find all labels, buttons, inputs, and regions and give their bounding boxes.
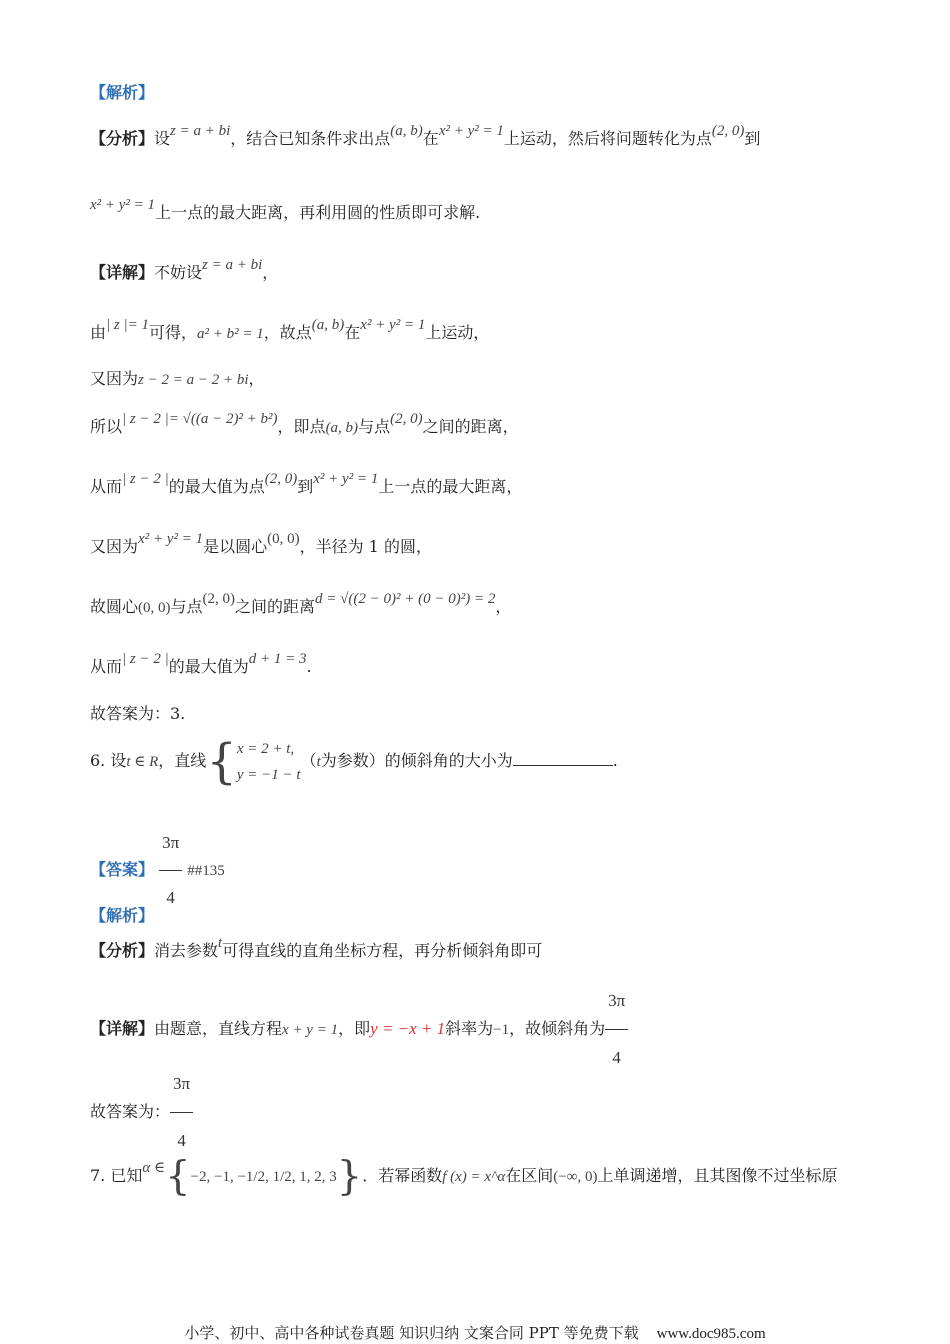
- math: z − 2 = a − 2 + bi: [138, 372, 249, 388]
- text: 从而: [90, 477, 123, 496]
- math: t: [218, 935, 223, 951]
- text: 的最大值为点: [168, 477, 265, 496]
- text: 在: [422, 129, 439, 148]
- text: ．若幂函数: [362, 1166, 443, 1185]
- detail-line-2: [90, 317, 910, 345]
- detail-line-4: [90, 411, 910, 439]
- text: 消去参数: [154, 941, 219, 960]
- question-number: 7. 已知: [90, 1166, 143, 1185]
- denominator: 4: [612, 1048, 621, 1067]
- text: 之间的距离，: [422, 417, 519, 436]
- text: 设: [154, 129, 171, 148]
- text: 与点: [358, 417, 391, 436]
- footer-text: 小学、初中、高中各种试卷真题 知识归纳 文案合同 PPT 等免费下载: [184, 1324, 639, 1342]
- detail-line-7: [90, 591, 910, 619]
- fenxi-tag-2: 【分析】: [90, 941, 155, 960]
- text: 可得，: [148, 323, 197, 342]
- text: 上一点的最大距离，: [378, 477, 523, 496]
- detail-line-3: [90, 368, 910, 391]
- equation-system: [237, 736, 301, 788]
- math: (2, 0): [390, 411, 423, 427]
- math: x² + y² = 1: [313, 471, 379, 487]
- text: .: [612, 751, 618, 770]
- question-7: [90, 1150, 910, 1203]
- math: t: [316, 754, 321, 770]
- text: 到: [297, 477, 314, 496]
- math: | z − 2 |= √((a − 2)² + b²): [122, 411, 278, 427]
- numerator: 3π: [605, 975, 628, 1030]
- text: 所以: [90, 417, 123, 436]
- detail-line-1: [90, 257, 910, 285]
- answer-blank: [513, 751, 613, 766]
- text: 是以圆心: [203, 537, 268, 556]
- analysis-line-2: [90, 197, 910, 225]
- math: x² + y² = 1: [438, 123, 504, 139]
- math: x + y = 1: [282, 1022, 339, 1038]
- text: 在区间: [505, 1166, 554, 1185]
- xiangjie-tag: 【详解】: [90, 263, 155, 282]
- math: x² + y² = 1: [360, 317, 426, 333]
- footer: [0, 1322, 950, 1343]
- text: 上运动，: [425, 323, 490, 342]
- final-answer-line: 故答案为：3.: [90, 704, 186, 723]
- right-brace: }: [336, 1153, 363, 1200]
- xiangjie-tag-2: 【详解】: [90, 1019, 155, 1038]
- math: −1: [493, 1022, 510, 1038]
- footer-link[interactable]: www.doc985.com: [656, 1326, 766, 1342]
- text: 从而: [90, 657, 123, 676]
- text: ，: [262, 263, 279, 282]
- math: α ∈: [142, 1160, 166, 1176]
- detail-line-8: [90, 651, 910, 679]
- text: 又因为: [90, 537, 139, 556]
- text: 故答案为：: [90, 1102, 171, 1121]
- analysis-tag-2: 【解析】: [90, 906, 155, 925]
- detail-line-5: [90, 471, 910, 499]
- math: x² + y² = 1: [90, 197, 156, 213]
- text: 由题意，直线方程: [154, 1019, 283, 1038]
- text: ，故倾斜角为: [509, 1019, 606, 1038]
- math: (0, 0): [267, 531, 300, 547]
- math: | z |= 1: [106, 317, 149, 333]
- question-6: [90, 735, 910, 788]
- analysis-heading: [90, 82, 910, 104]
- text: ，结合已知条件求出点: [230, 129, 391, 148]
- text: .: [306, 657, 312, 676]
- text: 又因为: [90, 369, 139, 388]
- math: t ∈ R: [126, 754, 159, 770]
- left-brace: {: [206, 733, 237, 790]
- math: (a, b): [311, 317, 345, 333]
- math: z = a + bi: [202, 257, 263, 273]
- text: ，故点: [263, 323, 312, 342]
- math: d = √((2 − 0)² + (0 − 0)²) = 2: [315, 591, 496, 607]
- text: 的最大值为: [168, 657, 249, 676]
- text: 在: [344, 323, 361, 342]
- math: | z − 2 |: [122, 471, 169, 487]
- text: 故圆心: [90, 597, 139, 616]
- text: 到: [744, 129, 761, 148]
- text: ，半径为 1 的圆，: [299, 537, 432, 556]
- text: ，即: [338, 1019, 371, 1038]
- text: 可得直线的直角坐标方程，再分析倾斜角即可: [222, 941, 543, 960]
- math: (0, 0): [138, 600, 171, 616]
- math: (2, 0): [711, 123, 745, 139]
- set-contents: −2, −1, −1/2, 1/2, 1, 2, 3: [190, 1169, 337, 1185]
- question-number: 6. 设: [90, 751, 127, 770]
- math: f (x) = x^α: [442, 1169, 506, 1185]
- equation-1: x = 2 + t,: [236, 740, 295, 757]
- math: (2, 0): [202, 591, 236, 607]
- analysis-heading-2: [90, 905, 910, 927]
- numerator: 3π: [170, 1058, 193, 1113]
- analysis-tag: 【解析】: [90, 83, 155, 102]
- text: 斜率为: [445, 1019, 494, 1038]
- fenxi-tag: 【分析】: [90, 129, 155, 148]
- text: 不妨设: [154, 263, 203, 282]
- text: （: [300, 751, 317, 770]
- text: 与点: [170, 597, 203, 616]
- numerator: 3π: [159, 818, 182, 871]
- text: ，即点: [277, 417, 326, 436]
- math: (−∞, 0): [553, 1169, 598, 1185]
- answer-alt: ##135: [187, 863, 225, 879]
- detail-line-6: [90, 531, 910, 559]
- text: ，: [495, 597, 512, 616]
- text: 上一点的最大距离，再利用圆的性质即可求解.: [155, 203, 481, 222]
- math-red: y = −x + 1: [370, 1019, 446, 1038]
- math: d + 1 = 3: [248, 651, 307, 667]
- text: 上单调递增，且其图像不过坐标原: [597, 1166, 838, 1185]
- text: 为参数）的倾斜角的大小为: [320, 751, 513, 770]
- math: (2, 0): [264, 471, 298, 487]
- math: (a, b): [325, 420, 359, 436]
- answer-tag: 【答案】: [90, 860, 155, 879]
- math: (a, b): [390, 123, 423, 139]
- denominator: 4: [166, 888, 175, 907]
- math: z = a + bi: [170, 123, 231, 139]
- denominator: 4: [177, 1131, 186, 1150]
- text: ，直线: [158, 751, 207, 770]
- left-brace: {: [165, 1153, 191, 1200]
- analysis-2-line: [90, 935, 910, 963]
- analysis-line-1: [90, 123, 910, 151]
- text: 上运动，然后将问题转化为点: [503, 129, 712, 148]
- text: 由: [90, 323, 107, 342]
- text: 之间的距离: [235, 597, 316, 616]
- equation-2: y = −1 − t: [236, 766, 301, 783]
- text: ，: [248, 369, 265, 388]
- math: | z − 2 |: [122, 651, 169, 667]
- math: x² + y² = 1: [138, 531, 204, 547]
- math: a² + b² = 1: [197, 326, 264, 342]
